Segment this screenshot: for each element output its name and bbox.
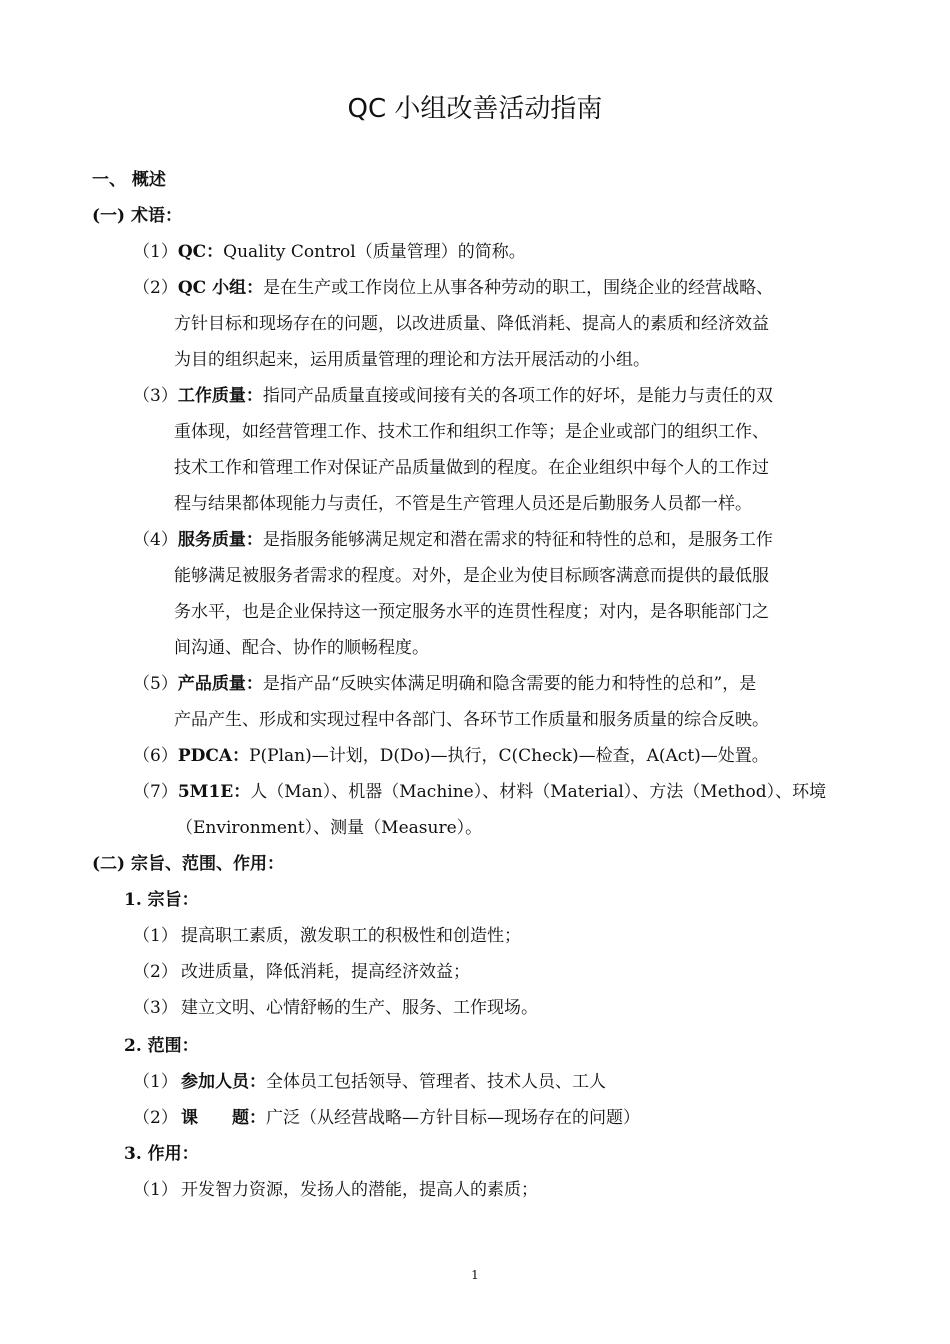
term-text-line: 为目的组织起来，运用质量管理的理论和方法开展活动的小组。 xyxy=(174,350,650,370)
list-text: 开发智力资源，发扬人的潜能，提高人的素质； xyxy=(181,1180,538,1200)
item-number: （1） xyxy=(133,1180,178,1200)
list-item xyxy=(133,1106,640,1130)
term-text-line: 务水平，也是企业保持这一预定服务水平的连贯性程度；对内，是各职能部门之 xyxy=(174,602,769,622)
term-item-5m1e xyxy=(133,780,826,804)
term-label: QC： xyxy=(177,242,224,262)
purpose-heading: 1. 宗旨： xyxy=(124,890,199,910)
term-text-line: 技术工作和管理工作对保证产品质量做到的程度。在企业组织中每个人的工作过 xyxy=(174,458,769,478)
term-label: 服务质量： xyxy=(177,530,263,550)
list-term: 参加人员： xyxy=(181,1072,266,1092)
term-item-pdca xyxy=(133,744,769,768)
scope-heading: 2. 范围： xyxy=(124,1036,199,1056)
term-label: PDCA： xyxy=(177,746,250,766)
term-item-service-quality xyxy=(133,528,773,552)
page-title: QC 小组改善活动指南 xyxy=(347,94,603,124)
term-text-line: （Environment）、测量（Measure）。 xyxy=(176,818,483,838)
item-number: （7） xyxy=(133,782,178,802)
term-text: Quality Control（质量管理）的简称。 xyxy=(223,242,526,262)
term-text: P(Plan)—计划，D(Do)—执行，C(Check)—检查，A(Act)—处置。 xyxy=(249,746,769,766)
item-number: （3） xyxy=(133,998,178,1018)
term-item-qc xyxy=(133,240,526,264)
term-text: 是指产品“反映实体满足明确和隐含需要的能力和特性的总和”，是 xyxy=(262,674,757,694)
page-number: 1 xyxy=(471,1268,479,1282)
term-text: 是在生产或工作岗位上从事各种劳动的职工，围绕企业的经营战略、 xyxy=(263,278,774,298)
term-text-line: 间沟通、配合、协作的顺畅程度。 xyxy=(174,638,429,658)
term-text: 人（Man）、机器（Machine）、材料（Material）、方法（Method）、环境 xyxy=(250,782,827,802)
item-number: （3） xyxy=(133,386,178,406)
term-label: 工作质量： xyxy=(177,386,263,406)
list-item xyxy=(133,960,470,984)
list-text: 广泛（从经营战略—方针目标—现场存在的问题） xyxy=(266,1108,640,1128)
term-text: 是指服务能够满足规定和潜在需求的特征和特性的总和，是服务工作 xyxy=(262,530,773,550)
item-number: （2） xyxy=(133,962,178,982)
term-item-qc-group xyxy=(133,276,845,300)
term-text: 指同产品质量直接或间接有关的各项工作的好坏，是能力与责任的双 xyxy=(262,386,773,406)
term-text-line: 重体现，如经营管理工作、技术工作和组织工作等；是企业或部门的组织工作、 xyxy=(174,422,769,442)
term-text-line: 能够满足被服务者需求的程度。对外，是企业为使目标顾客满意而提供的最低服 xyxy=(174,566,769,586)
term-label: QC 小组： xyxy=(177,278,264,298)
list-item xyxy=(133,1070,606,1094)
item-number: （2） xyxy=(133,1108,178,1128)
item-number: （6） xyxy=(133,746,178,766)
list-text: 改进质量，降低消耗，提高经济效益； xyxy=(181,962,470,982)
item-number: （5） xyxy=(133,674,178,694)
item-number: （2） xyxy=(133,278,178,298)
item-number: （1） xyxy=(133,1072,178,1092)
list-item xyxy=(133,924,521,948)
list-item xyxy=(133,1178,538,1202)
list-text: 全体员工包括领导、管理者、技术人员、工人 xyxy=(266,1072,606,1092)
subsection-heading-purpose: (二) 宗旨、范围、作用： xyxy=(92,854,285,874)
function-heading: 3. 作用： xyxy=(124,1144,199,1164)
term-text-line: 产品产生、形成和实现过程中各部门、各环节工作质量和服务质量的综合反映。 xyxy=(174,710,769,730)
list-term: 课 题： xyxy=(181,1108,266,1128)
item-number: （1） xyxy=(133,242,178,262)
subsection-heading-terms: (一) 术语： xyxy=(92,206,183,226)
term-label: 产品质量： xyxy=(177,674,263,694)
list-text: 提高职工素质，激发职工的积极性和创造性； xyxy=(181,926,521,946)
term-item-product-quality xyxy=(133,672,756,696)
list-item xyxy=(133,996,538,1020)
term-text-line: 方针目标和现场存在的问题，以改进质量、降低消耗、提高人的素质和经济效益 xyxy=(174,314,769,334)
term-item-work-quality xyxy=(133,384,773,408)
section-heading: 一、 概述 xyxy=(92,170,166,190)
list-text: 建立文明、心情舒畅的生产、服务、工作现场。 xyxy=(181,998,538,1018)
item-number: （1） xyxy=(133,926,178,946)
item-number: （4） xyxy=(133,530,178,550)
term-text-line: 程与结果都体现能力与责任，不管是生产管理人员还是后勤服务人员都一样。 xyxy=(174,494,752,514)
term-label: 5M1E： xyxy=(177,782,251,802)
